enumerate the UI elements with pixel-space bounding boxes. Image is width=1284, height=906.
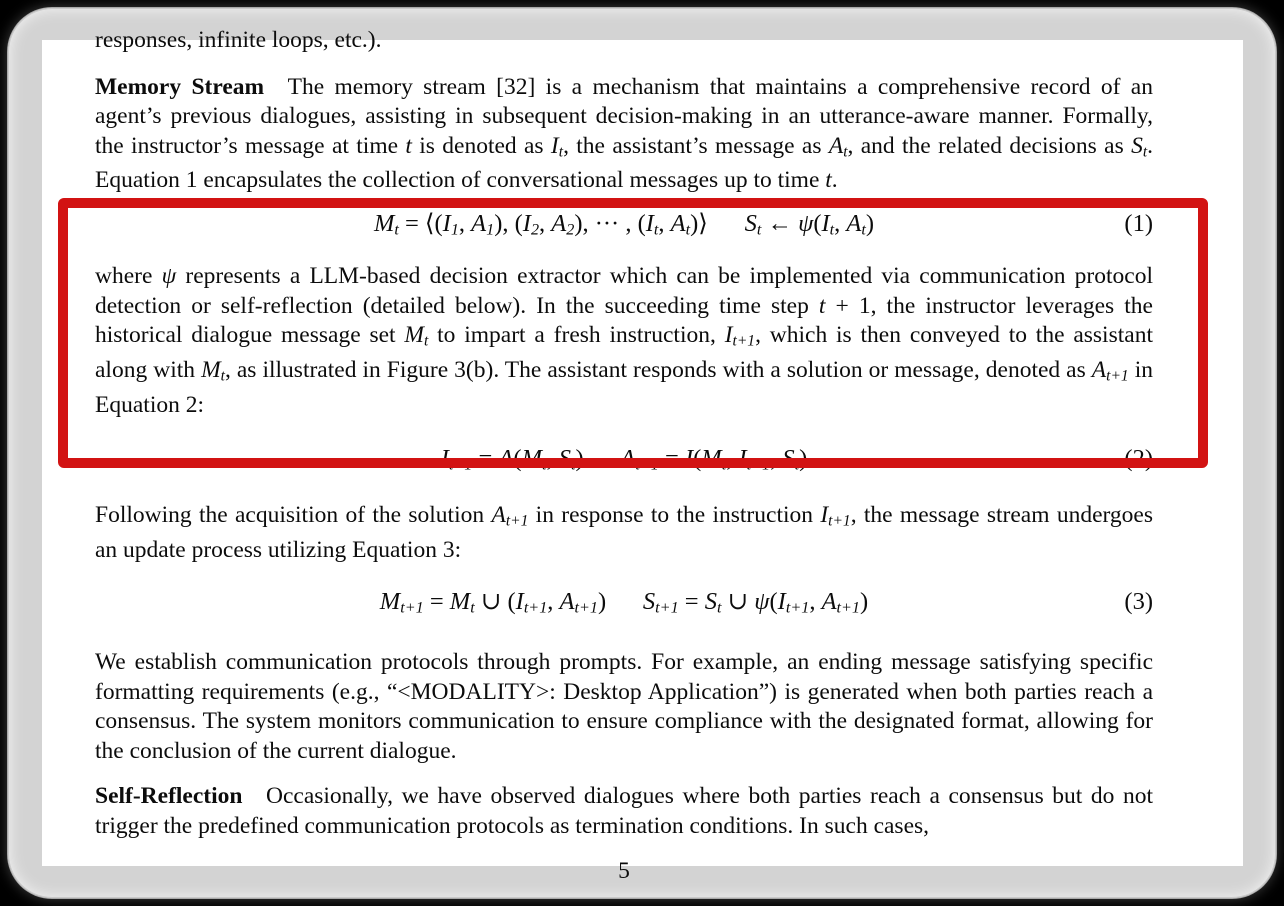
paragraph-memory-stream: Memory Stream The memory stream [32] is a mechanism that maintains a comprehensive record of an agent’s previous dialogues, assisting in subsequent decision-making in an utterance-aware manner. Formally, the instructor’s message at time t is denoted as It, the assistant’s message as At, and the related decisions as St. Equation 1 encapsulates the collection of conversational messages up to time t. [95,73,1153,194]
equation-3 [95,582,1153,629]
page-number: 5 [618,858,630,885]
paragraph-self-reflection: Self-Reflection Occasionally, we have observed dialogues where both parties reach a consensus but do not trigger the predefined communication protocols as termination conditions. In such cases, [95,783,1153,839]
paragraph-communication-protocols: We establish communication protocols through prompts. For example, an ending message satisfying specific formatting requirements (e.g., “<MODALITY>: Desktop Application”) is generated when both parties reach a consensus. The system monitors communication to ensure compliance with the designated format, allowing for the conclusion of the current dialogue. [95,649,1153,764]
pdf-page [42,27,1243,885]
paragraph-following-acquisition: Following the acquisition of the solution At+1 in response to the instruction It+1, the message stream undergoes an update process utilizing Equation 3: [95,502,1153,564]
equation-2-body: It+1 = A(Mt, St) At+1 = I(Mt, It+1, St) [440,444,808,474]
paragraph-truncated-top: responses, infinite loops, etc.). [95,27,382,53]
annotation-highlight-box [58,198,1208,468]
equation-1-number: (1) [1124,209,1153,237]
paragraph-where-psi: where ψ represents a LLM-based decision extractor which can be implemented via communication protocol detection or self-reflection (detailed below). In the succeeding time step t + 1, the instructor leverages the historical dialogue message set Mt to impart a fresh instruction, It+1, which is then conveyed to the assistant along with Mt, as illustrated in Figure 3(b). The assistant responds with a solution or message, denoted as At+1 in Equation 2: [95,263,1153,419]
equation-3-number: (3) [1124,587,1153,615]
screenshot-window-frame [8,8,1276,898]
equation-2-number: (2) [1124,444,1153,472]
equation-3-body: Mt+1 = Mt ∪ (It+1, At+1) St+1 = St ∪ ψ(It+1, At+1) [379,587,869,617]
equation-1-body: Mt = ⟨(I1, A1), (I2, A2), ··· , (It, At)⟩ St ← ψ(It, At) [373,209,875,239]
